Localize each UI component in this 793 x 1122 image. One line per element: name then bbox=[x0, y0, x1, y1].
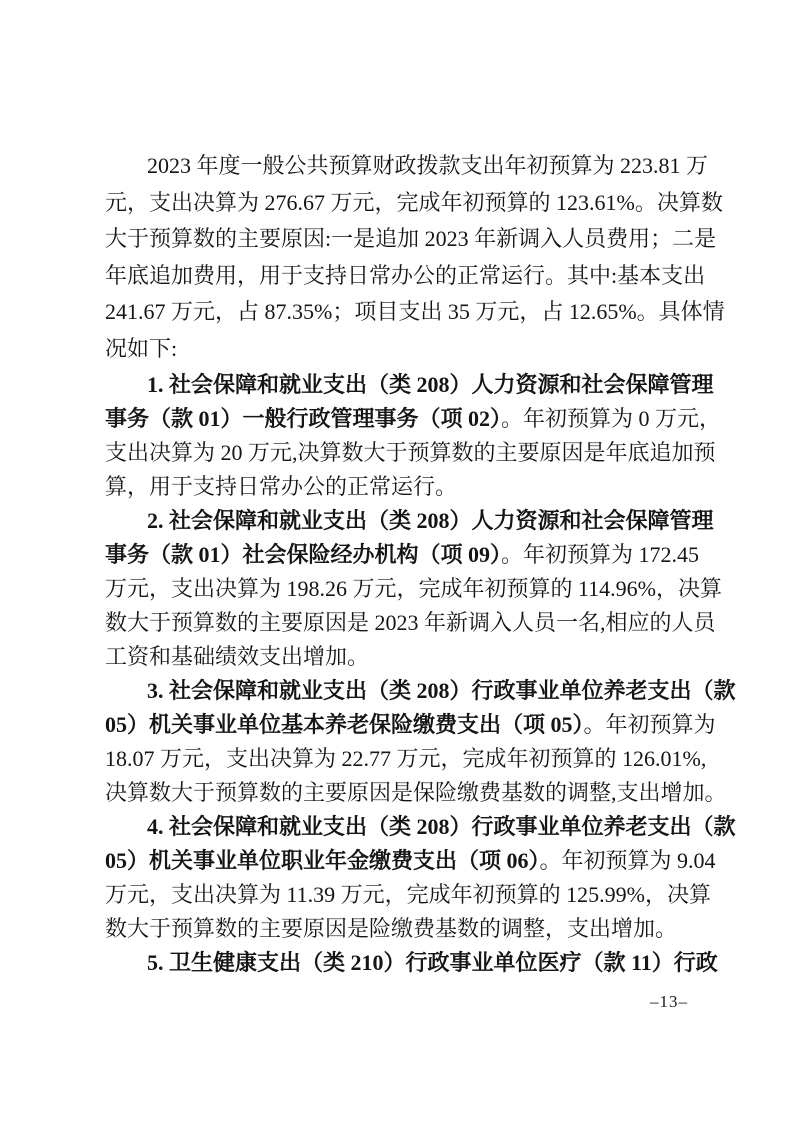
text-line bbox=[105, 742, 707, 776]
text-run: 。年初预算为 bbox=[583, 711, 716, 737]
text-line bbox=[105, 810, 736, 844]
text-run: 万元，支出决算为 11.39 万元，完成年初预算的 125.99%，决算 bbox=[105, 881, 712, 907]
text-run: 年底追加费用，用于支持日常办公的正常运行。其中:基本支出 bbox=[105, 262, 706, 288]
text-line bbox=[105, 640, 693, 674]
text-run: 数大于预算数的主要原因是 2023 年新调入人员一名,相应的人员 bbox=[105, 609, 716, 635]
text-line bbox=[105, 878, 712, 912]
bold-text-run: 事务（款 01）一般行政管理事务（项 02） bbox=[105, 405, 502, 431]
text-line bbox=[105, 436, 716, 470]
text-line bbox=[105, 221, 717, 258]
text-line bbox=[105, 606, 716, 640]
text-run: 工资和基础绩效支出增加。 bbox=[105, 643, 370, 669]
paragraph-intro bbox=[105, 148, 725, 368]
text-run: 241.67 万元，占 87.35%；项目支出 35 万元，占 12.65%。具体情 bbox=[105, 299, 725, 325]
text-run: 2023 年度一般公共预算财政拨款支出年初预算为 223.81 万 bbox=[147, 153, 709, 178]
text-line bbox=[105, 538, 700, 572]
bold-text-run: 5. 卫生健康支出（类 210）行政事业单位医疗（款 11）行政 bbox=[147, 949, 718, 975]
paragraph-item-3 bbox=[105, 674, 736, 810]
text-line bbox=[105, 674, 736, 708]
paragraph-item-5 bbox=[105, 946, 718, 980]
text-run: 元，支出决算为 276.67 万元，完成年初预算的 123.61%。决算数 bbox=[105, 189, 723, 215]
text-run: 算，用于支持日常办公的正常运行。 bbox=[105, 473, 458, 499]
text-line bbox=[105, 572, 723, 606]
text-run: 况如下: bbox=[105, 335, 178, 361]
text-line bbox=[105, 504, 714, 538]
text-line bbox=[105, 402, 722, 436]
text-run: 大于预算数的主要原因:一是追加 2023 年新调入人员费用；二是 bbox=[105, 226, 717, 252]
bold-text-run: 4. 社会保障和就业支出（类 208）行政事业单位养老支出（款 bbox=[147, 813, 736, 839]
text-line bbox=[105, 294, 725, 331]
text-line bbox=[105, 258, 706, 295]
text-run: 18.07 万元，支出决算为 22.77 万元，完成年初预算的 126.01%, bbox=[105, 745, 707, 771]
text-line bbox=[105, 185, 723, 222]
text-run: 。年初预算为 172.45 bbox=[501, 541, 700, 567]
text-line bbox=[105, 844, 716, 878]
text-run: 。年初预算为 0 万元， bbox=[501, 405, 722, 431]
text-line bbox=[105, 148, 709, 185]
text-line bbox=[105, 776, 727, 810]
page-number: –13– bbox=[650, 992, 688, 1011]
bold-text-run: 05）机关事业单位职业年金缴费支出（项 06） bbox=[105, 847, 540, 873]
bold-text-run: 1. 社会保障和就业支出（类 208）人力资源和社会保障管理 bbox=[147, 371, 714, 397]
text-line bbox=[105, 708, 716, 742]
text-run: 万元，支出决算为 198.26 万元，完成年初预算的 114.96%，决算 bbox=[105, 575, 723, 601]
text-line bbox=[105, 470, 693, 504]
text-run: 支出决算为 20 万元,决算数大于预算数的主要原因是年底追加预 bbox=[105, 439, 716, 465]
bold-text-run: 3. 社会保障和就业支出（类 208）行政事业单位养老支出（款 bbox=[147, 677, 736, 703]
paragraph-item-2 bbox=[105, 504, 723, 674]
text-run: 数大于预算数的主要原因是险缴费基数的调整，支出增加。 bbox=[105, 915, 678, 941]
text-line bbox=[105, 368, 714, 402]
text-line bbox=[105, 912, 693, 946]
bold-text-run: 05）机关事业单位基本养老保险缴费支出（项 05） bbox=[105, 711, 584, 737]
document-content bbox=[105, 148, 736, 980]
text-line bbox=[105, 946, 718, 980]
text-run: 。年初预算为 9.04 bbox=[539, 847, 716, 873]
bold-text-run: 2. 社会保障和就业支出（类 208）人力资源和社会保障管理 bbox=[147, 507, 714, 533]
paragraph-item-4 bbox=[105, 810, 736, 946]
text-run: 决算数大于预算数的主要原因是保险缴费基数的调整,支出增加。 bbox=[105, 779, 727, 805]
paragraph-item-1 bbox=[105, 368, 722, 504]
text-line bbox=[105, 331, 693, 368]
bold-text-run: 事务（款 01）社会保险经办机构（项 09） bbox=[105, 541, 502, 567]
